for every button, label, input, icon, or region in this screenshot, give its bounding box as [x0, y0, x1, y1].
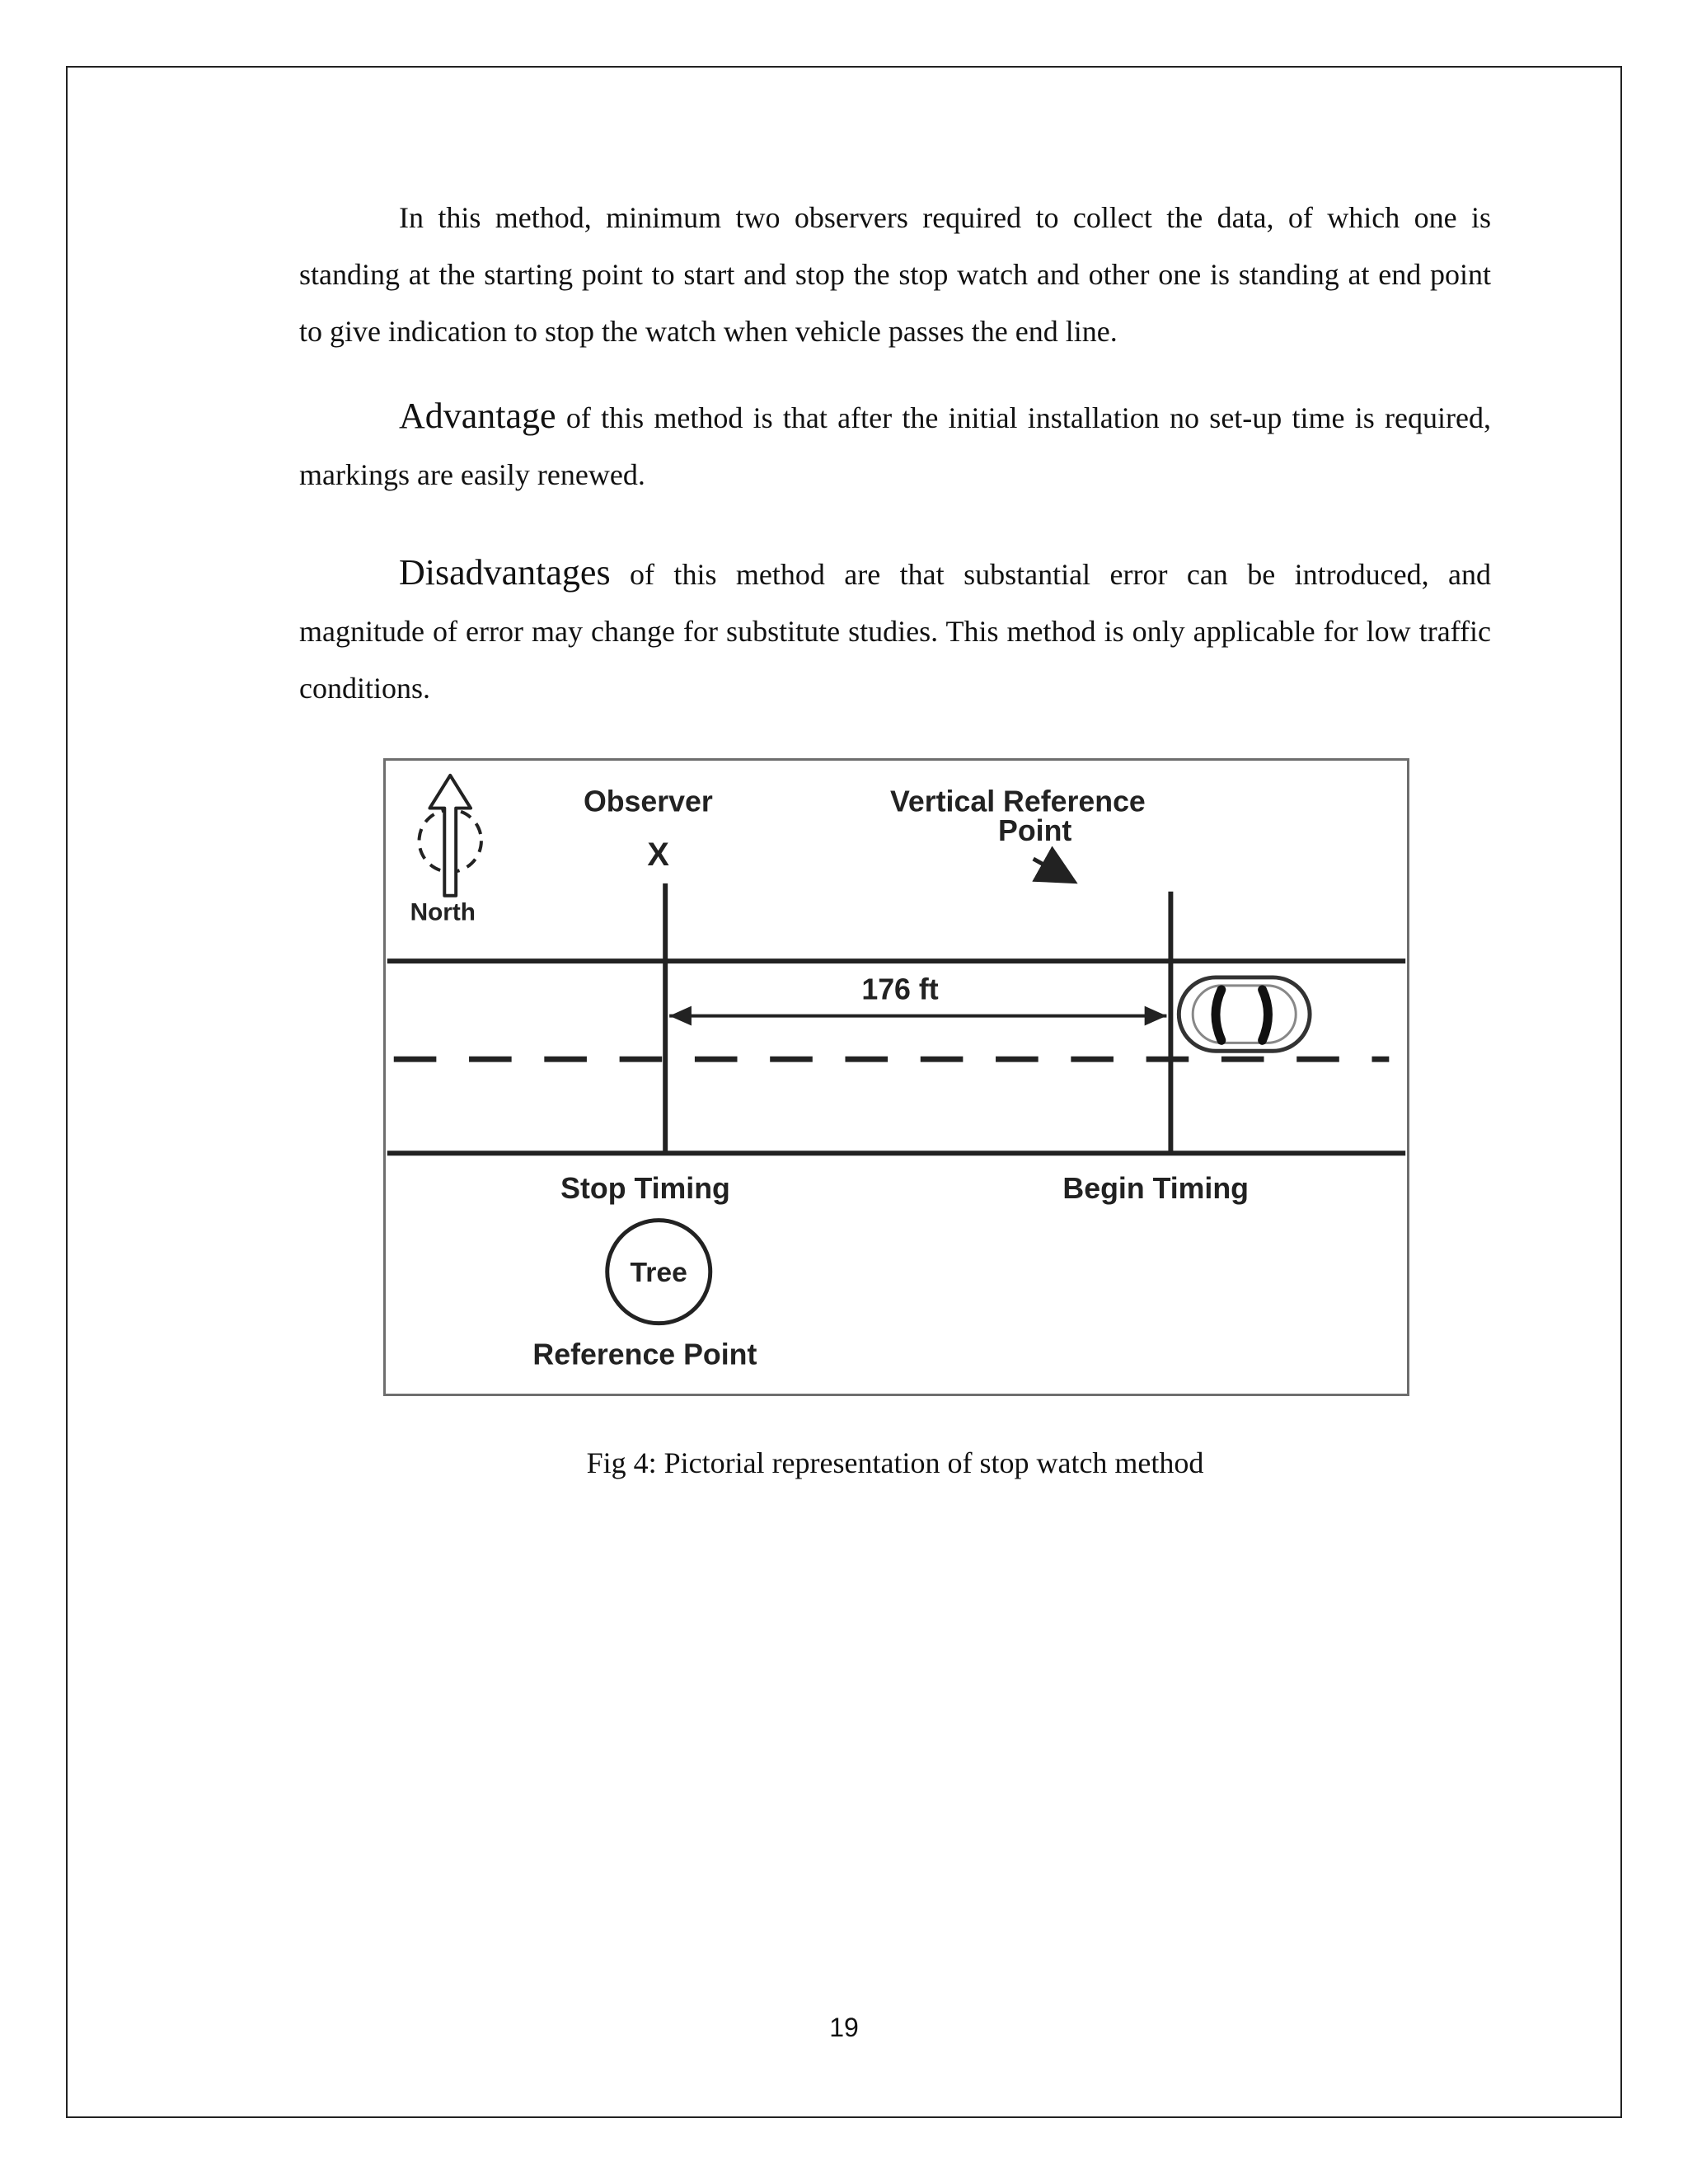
north-compass-icon — [420, 776, 481, 896]
tree-label: Tree — [630, 1257, 687, 1289]
paragraph-text: of this method is that after the initial installation no set-up time is required, markings are easily renewed. — [299, 401, 1491, 491]
paragraph-text: In this method, minimum two observers required to collect the data, of which one is standing at the starting point to start and stop the stop watch and other one is standing at end point to give indication to stop the watch when vehicle passes the end line. — [299, 201, 1491, 348]
reference-pointer-arrow — [1034, 859, 1075, 882]
north-label: North — [410, 898, 476, 926]
stop-timing-label: Stop Timing — [560, 1171, 730, 1205]
paragraph-text: of this method are that substantial error can be introduced, and magnitude of error may change for substitute studies. This method is only applicable for low traffic conditions. — [299, 558, 1491, 705]
begin-timing-label: Begin Timing — [1062, 1171, 1249, 1205]
observer-mark: X — [647, 837, 669, 874]
page-number: 19 — [829, 2013, 859, 2042]
advantage-lead-word: Advantage — [399, 396, 556, 436]
paragraph-method-description — [299, 190, 1491, 360]
figure-caption: Fig 4: Pictorial representation of stop watch method — [586, 1446, 1204, 1479]
paragraph-disadvantages — [299, 544, 1491, 717]
vertical-reference-label-line2: Point — [998, 814, 1072, 848]
distance-arrow-left-head — [669, 1006, 692, 1026]
car-icon — [1179, 977, 1310, 1051]
distance-arrow-right-head — [1145, 1006, 1167, 1026]
observer-label: Observer — [583, 785, 713, 818]
paragraph-advantage — [299, 387, 1491, 504]
stop-watch-diagram — [383, 758, 1409, 1396]
distance-label: 176 ft — [861, 972, 939, 1006]
reference-point-label: Reference Point — [532, 1338, 757, 1371]
diagram-svg — [386, 761, 1407, 1394]
disadvantages-lead-word: Disadvantages — [399, 552, 611, 593]
vertical-reference-label-line1: Vertical Reference — [890, 785, 1146, 818]
